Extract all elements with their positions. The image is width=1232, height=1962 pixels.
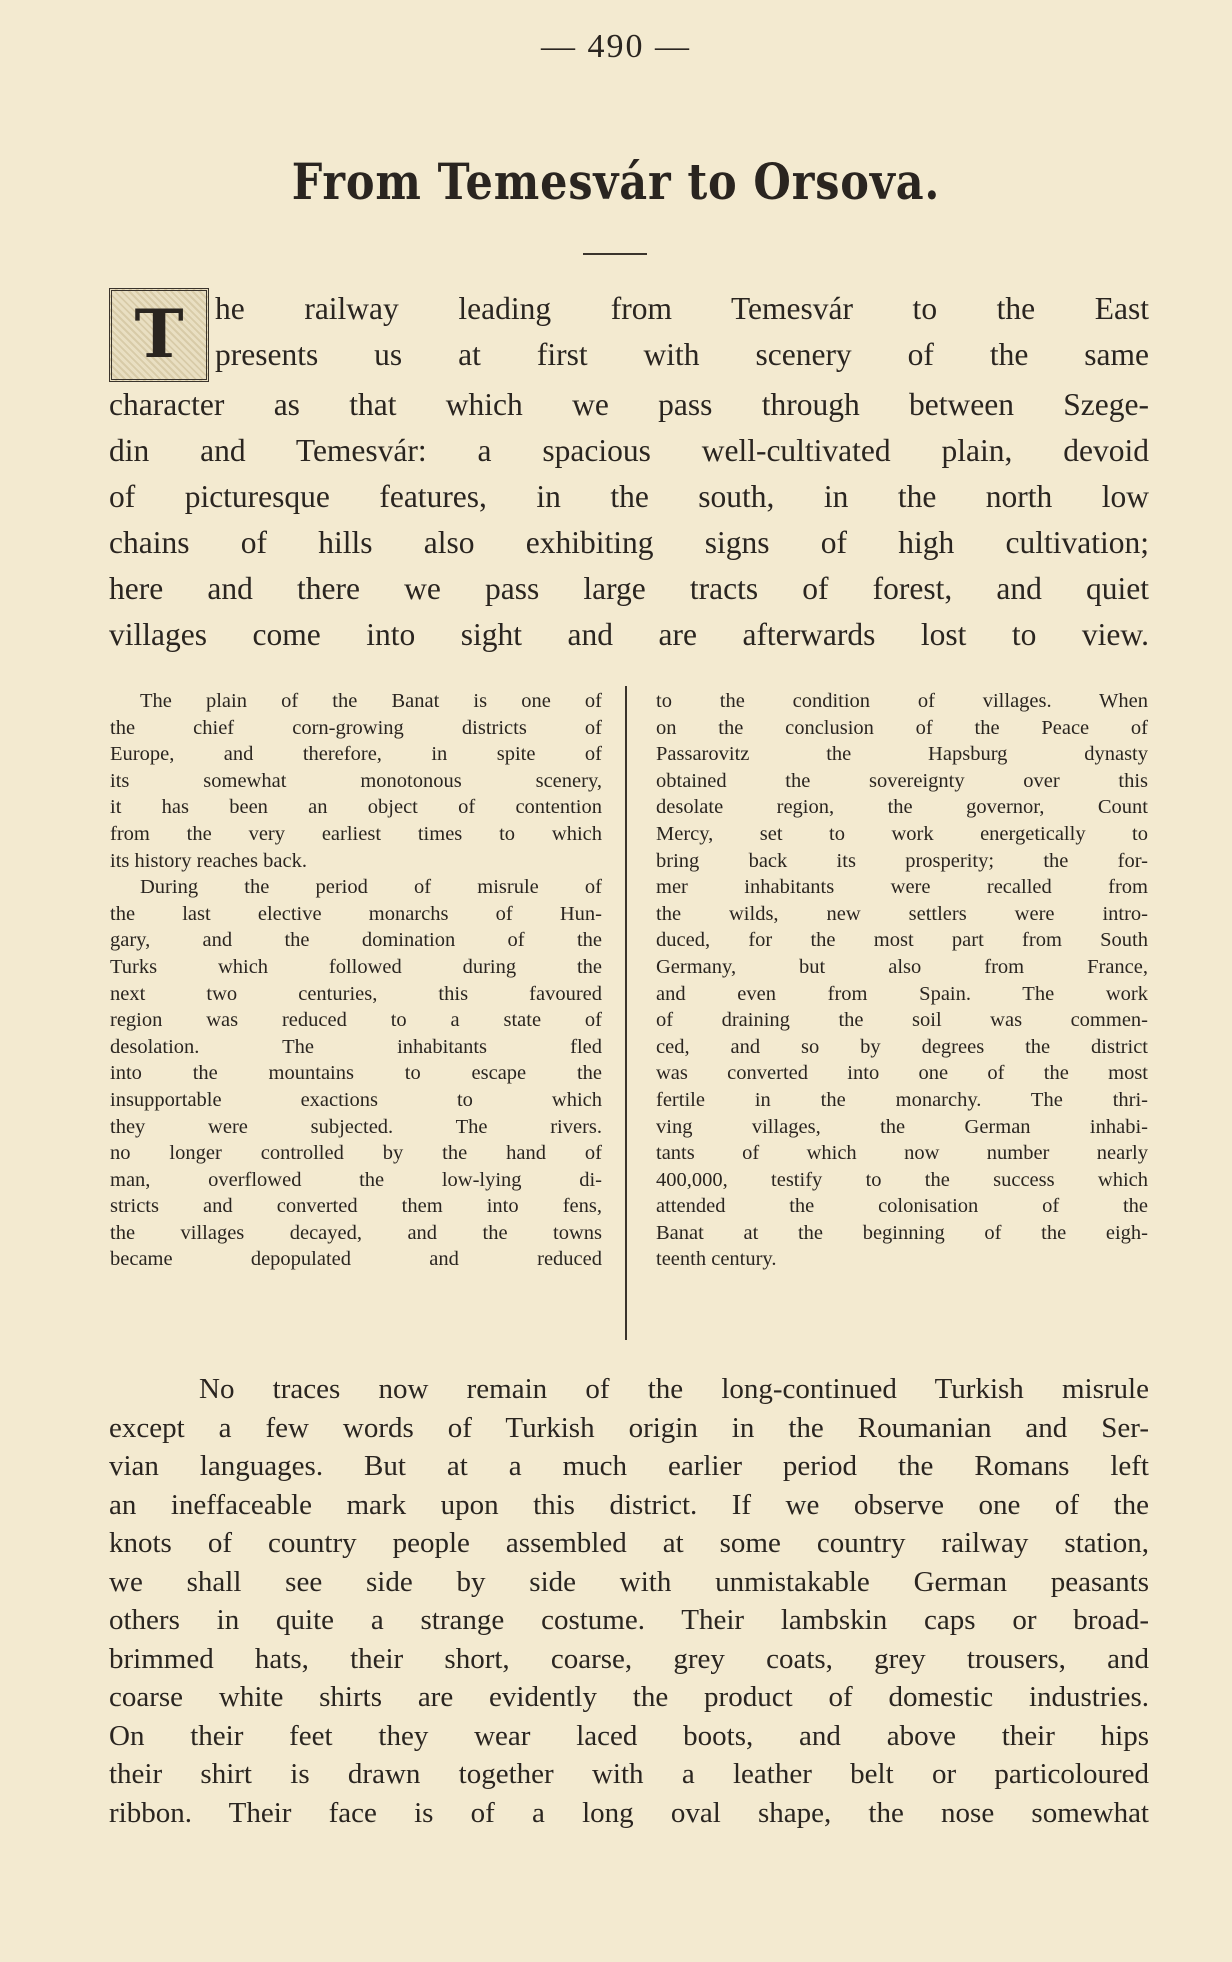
column-line: no longer controlled by the hand of bbox=[110, 1142, 602, 1165]
column-line: next two centuries, this favoured bbox=[110, 982, 602, 1005]
column-line: its history reaches back. bbox=[110, 849, 307, 872]
column-line: man, overflowed the low-lying di- bbox=[110, 1168, 602, 1191]
column-line: the wilds, new settlers were intro- bbox=[656, 902, 1148, 925]
paragraph-line: others in quite a strange costume. Their lambskin caps or broad- bbox=[109, 1604, 1149, 1636]
column-line: obtained the sovereignty over this bbox=[656, 769, 1148, 792]
page-number: — 490 — bbox=[541, 28, 691, 65]
column-line: on the conclusion of the Peace of bbox=[656, 716, 1148, 739]
paragraph-line: vian languages. But at a much earlier period the Romans left bbox=[109, 1450, 1149, 1482]
column-line: was converted into one of the most bbox=[656, 1062, 1148, 1085]
column-line: became depopulated and reduced bbox=[110, 1248, 602, 1271]
column-line: Germany, but also from France, bbox=[656, 955, 1148, 978]
column-line: Turks which followed during the bbox=[110, 955, 602, 978]
paragraph-line: coarse white shirts are evidently the product of domestic industries. bbox=[109, 1681, 1149, 1713]
column-line: Passarovitz the Hapsburg dynasty bbox=[656, 743, 1148, 766]
column-line: the villages decayed, and the towns bbox=[110, 1221, 602, 1244]
paragraph-line: their shirt is drawn together with a leather belt or particoloured bbox=[109, 1758, 1149, 1790]
title-divider bbox=[583, 253, 647, 255]
paragraph-line: On their feet they wear laced boots, and above their hips bbox=[109, 1719, 1149, 1752]
column-line: bring back its prosperity; the for- bbox=[656, 849, 1148, 872]
column-line: duced, for the most part from South bbox=[656, 929, 1148, 952]
column-line: attended the colonisation of the bbox=[656, 1195, 1148, 1218]
column-line: fertile in the monarchy. The thri- bbox=[656, 1088, 1148, 1111]
intro-line: he railway leading from Temesvár to the East bbox=[215, 291, 1149, 326]
column-line: from the very earliest times to which bbox=[110, 822, 602, 845]
column-line: it has been an object of contention bbox=[110, 796, 602, 819]
intro-line: villages come into sight and are afterwards lost to view. bbox=[109, 617, 1149, 652]
column-line: 400,000, testify to the success which bbox=[656, 1168, 1148, 1191]
column-line: to the condition of villages. When bbox=[656, 690, 1148, 712]
column-line: desolation. The inhabitants fled bbox=[110, 1035, 602, 1058]
left-column bbox=[110, 688, 602, 1273]
paragraph-line: ribbon. Their face is of a long oval shape, the nose somewhat bbox=[109, 1796, 1149, 1829]
column-divider bbox=[625, 686, 627, 1340]
column-line: Mercy, set to work energetically to bbox=[656, 822, 1148, 845]
column-line: into the mountains to escape the bbox=[110, 1062, 602, 1085]
column-line: the chief corn-growing districts of bbox=[110, 716, 602, 739]
column-line: Europe, and therefore, in spite of bbox=[110, 743, 602, 766]
paragraph-line: brimmed hats, their short, coarse, grey coats, grey trousers, and bbox=[109, 1642, 1149, 1675]
column-line: ced, and so by degrees the district bbox=[656, 1035, 1148, 1058]
paragraph-line: knots of country people assembled at some country railway station, bbox=[109, 1527, 1149, 1559]
intro-line: of picturesque features, in the south, in the north low bbox=[109, 479, 1149, 514]
column-line: region was reduced to a state of bbox=[110, 1009, 602, 1032]
intro-paragraph bbox=[109, 286, 1149, 658]
intro-line: character as that which we pass through between Szege- bbox=[109, 387, 1149, 422]
drop-cap-initial: T bbox=[109, 288, 209, 382]
intro-line: here and there we pass large tracts of forest, and quiet bbox=[109, 571, 1149, 606]
column-line: stricts and converted them into fens, bbox=[110, 1195, 602, 1218]
paragraph-line: an ineffaceable mark upon this district. If we observe one of the bbox=[109, 1488, 1149, 1521]
column-line: gary, and the domination of the bbox=[110, 929, 602, 952]
paragraph-line: we shall see side by side with unmistakable German peasants bbox=[109, 1565, 1149, 1598]
column-line: of draining the soil was commen- bbox=[656, 1009, 1148, 1032]
column-line: its somewhat monotonous scenery, bbox=[110, 769, 602, 792]
intro-line: chains of hills also exhibiting signs of high cultivation; bbox=[109, 525, 1149, 560]
column-line: the last elective monarchs of Hun- bbox=[110, 902, 602, 925]
column-line: tants of which now number nearly bbox=[656, 1142, 1148, 1165]
column-line: desolate region, the governor, Count bbox=[656, 796, 1148, 819]
column-line: insupportable exactions to which bbox=[110, 1088, 602, 1111]
column-line: The plain of the Banat is one of bbox=[140, 690, 602, 712]
column-line: they were subjected. The rivers. bbox=[110, 1115, 602, 1138]
column-line: Banat at the beginning of the eigh- bbox=[656, 1221, 1148, 1244]
closing-paragraph bbox=[109, 1370, 1149, 1832]
column-line: During the period of misrule of bbox=[140, 876, 602, 899]
column-line: ving villages, the German inhabi- bbox=[656, 1115, 1148, 1138]
column-line: and even from Spain. The work bbox=[656, 982, 1148, 1005]
column-line: teenth century. bbox=[656, 1248, 777, 1271]
intro-line: din and Temesvár: a spacious well-cultivated plain, devoid bbox=[109, 433, 1149, 468]
column-line: mer inhabitants were recalled from bbox=[656, 876, 1148, 899]
paragraph-line: except a few words of Turkish origin in the Roumanian and Ser- bbox=[109, 1411, 1149, 1444]
right-column bbox=[656, 688, 1148, 1273]
page-title: From Temesvár to Orsova. bbox=[291, 152, 941, 211]
intro-line: presents us at first with scenery of the same bbox=[215, 337, 1149, 372]
paragraph-line: No traces now remain of the long-continued Turkish misrule bbox=[199, 1373, 1149, 1405]
